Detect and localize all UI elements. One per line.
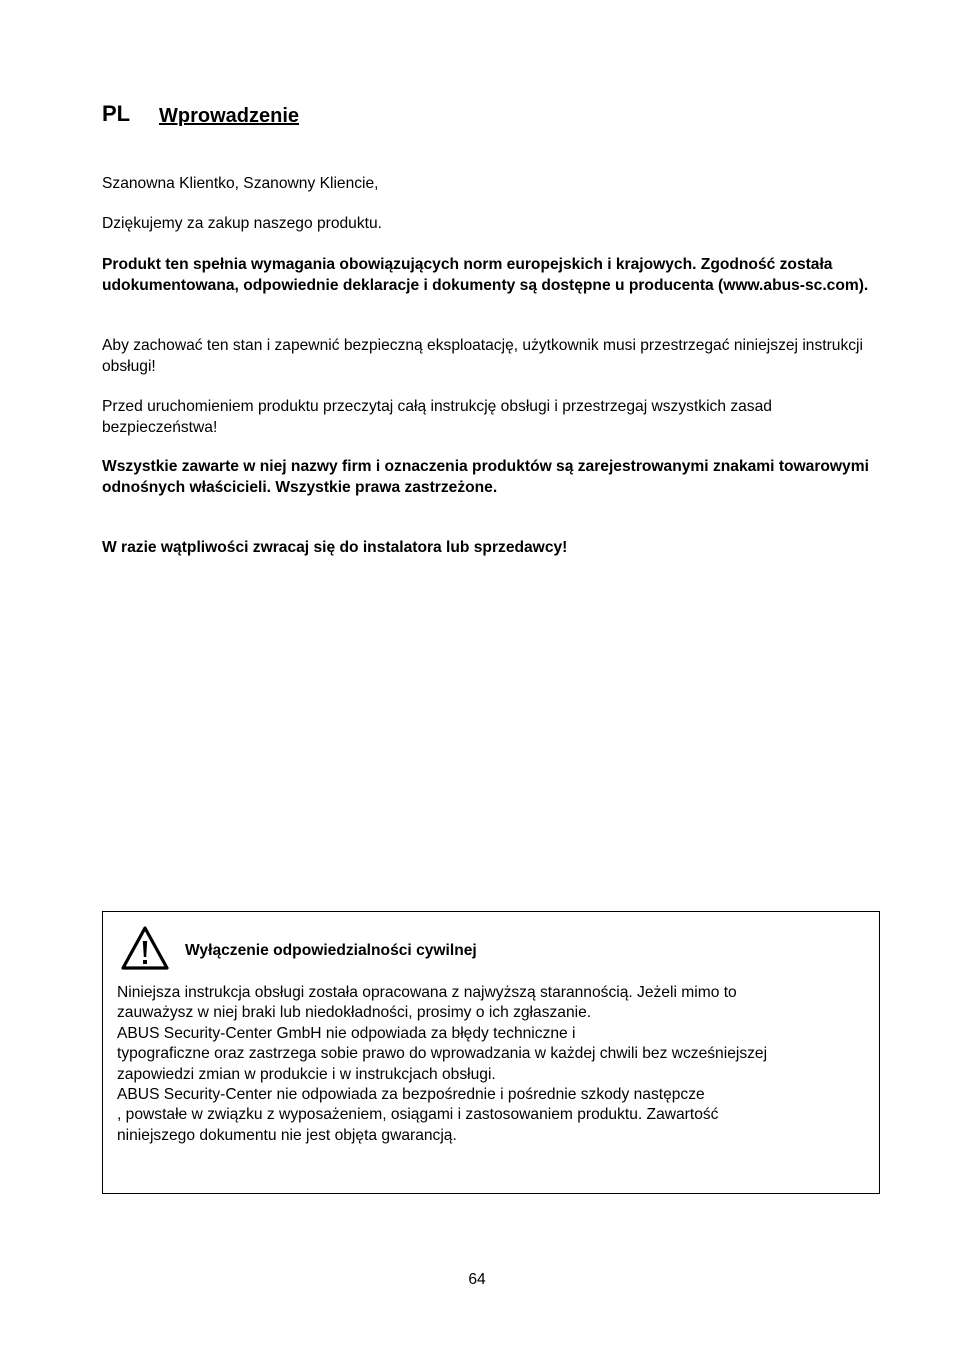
page-number: 64 bbox=[468, 1271, 486, 1288]
disclaimer-line: zapowiedzi zmian w produkcie i w instrukcjach obsługi. bbox=[117, 1065, 496, 1083]
page-title: Wprowadzenie bbox=[159, 105, 300, 127]
disclaimer-line: ABUS Security-Center GmbH nie odpowiada za błędy techniczne i bbox=[117, 1024, 576, 1042]
warning-triangle-icon bbox=[120, 925, 170, 971]
language-code: PL bbox=[102, 101, 131, 126]
disclaimer-box bbox=[102, 911, 880, 1194]
disclaimer-line: , powstałe w związku z wyposażeniem, osiągami i zastosowaniem produktu. Zawartość bbox=[117, 1106, 719, 1124]
disclaimer-line: Niniejsza instrukcja obsługi została opracowana z najwyższą starannością. Jeżeli mimo to bbox=[117, 984, 737, 1001]
conformity-text: Produkt ten spełnia wymagania obowiązujących norm europejskich i krajowych. Zgodność została udokumentowana, odpowiednie deklaracje i dokumenty są dostępne u producenta (www.abus-sc.com). bbox=[102, 256, 869, 294]
maintain-text: Aby zachować ten stan i zapewnić bezpieczną eksploatację, użytkownik musi przestrzegać niniejszej instrukcji obsługi! bbox=[102, 337, 863, 375]
trademarks-text: Wszystkie zawarte w niej nazwy firm i oznaczenia produktów są zarejestrowanymi znakami towarowymi odnośnych właścicieli. Wszystkie prawa zastrzeżone. bbox=[102, 458, 869, 496]
disclaimer-line: zauważysz w niej braki lub niedokładności, prosimy o ich zgłaszanie. bbox=[117, 1004, 592, 1022]
disclaimer-line: ABUS Security-Center nie odpowiada za bezpośrednie i pośrednie szkody następcze bbox=[117, 1086, 705, 1104]
doubts-text: W razie wątpliwości zwracaj się do instalatora lub sprzedawcy! bbox=[102, 539, 568, 556]
greeting-text: Szanowna Klientko, Szanowny Kliencie, bbox=[102, 175, 379, 192]
disclaimer-line: niniejszego dokumentu nie jest objęta gwarancją. bbox=[117, 1126, 457, 1144]
disclaimer-line: typograficzne oraz zastrzega sobie prawo do wprowadzania w każdej chwili bez wcześniejszej bbox=[117, 1045, 768, 1063]
read-before-text: Przed uruchomieniem produktu przeczytaj całą instrukcję obsługi i przestrzegaj wszystkich zasad bezpieczeństwa! bbox=[102, 398, 772, 436]
thanks-text: Dziękujemy za zakup naszego produktu. bbox=[102, 215, 382, 232]
disclaimer-title: Wyłączenie odpowiedzialności cywilnej bbox=[185, 942, 477, 959]
disclaimer-text bbox=[117, 983, 867, 1146]
